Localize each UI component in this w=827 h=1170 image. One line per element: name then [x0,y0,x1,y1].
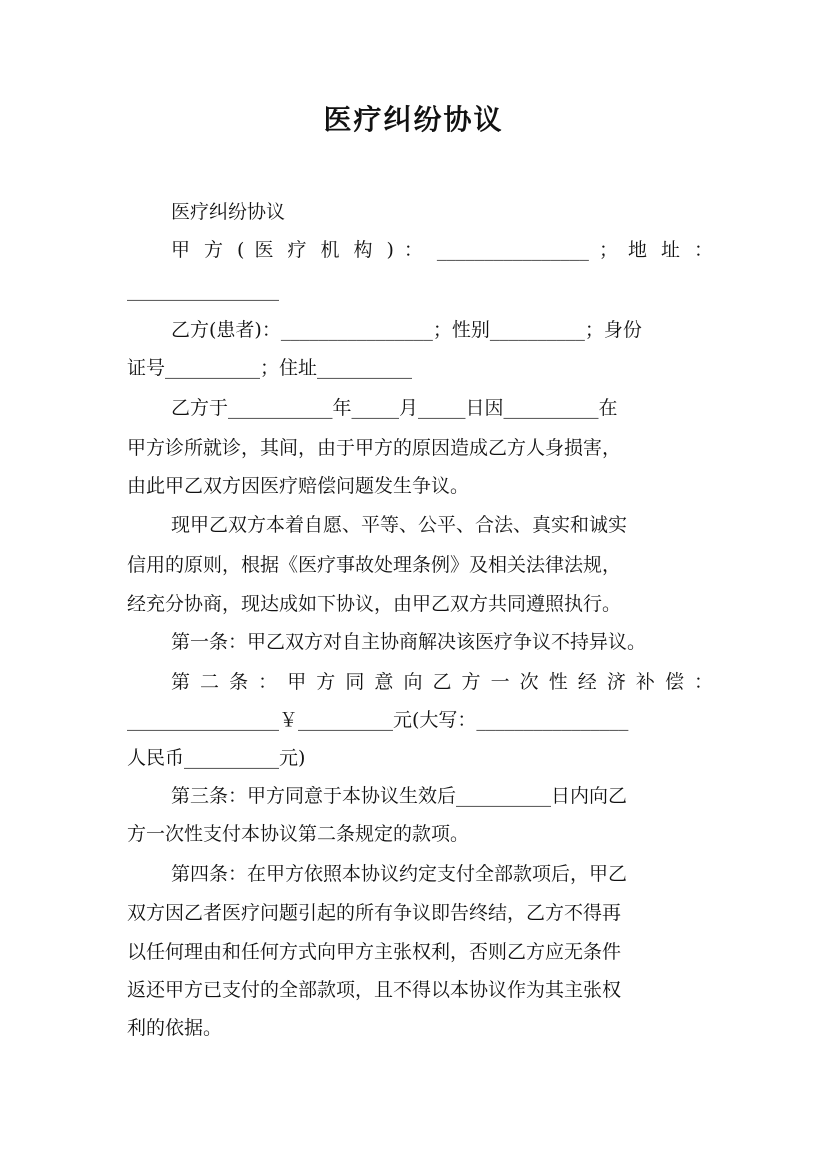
paragraph-line: 双方因乙者医疗问题引起的所有争议即告终结，乙方不得再 [127,902,622,924]
paragraph-line: 现甲乙双方本着自愿、平等、公平、合法、真实和诚实 [171,514,628,536]
article-3-line: 第三条：甲方同意于本协议生效后__________日内向乙 [171,785,628,807]
article-1: 第一条：甲乙双方对自主协商解决该医疗争议不持异议。 [171,631,647,653]
paragraph-line: 方一次性支付本协议第二条规定的款项。 [127,823,470,845]
paragraph-line: 返还甲方已支付的全部款项，且不得以本协议作为其主张权 [127,979,622,1001]
party-b-id-line: 证号__________；住址__________ [127,357,413,379]
paragraph-line: 利的依据。 [127,1017,223,1039]
paragraph-line: 以任何理由和任何方式向甲方主张权利，否则乙方应无条件 [127,941,622,963]
heading-repeat: 医疗纠纷协议 [171,201,286,223]
paragraph-line: 经充分协商，现达成如下协议，由甲乙双方共同遵照执行。 [127,593,622,615]
visit-date-line: 乙方于___________年_____月_____日因__________在 [171,397,618,419]
article-4-line: 第四条：在甲方依照本协议约定支付全部款项后，甲乙 [171,863,628,885]
paragraph-line: 信用的原则，根据《医疗事故处理条例》及相关法律法规， [127,554,622,576]
compensation-line: ________________￥__________元(大写：________________ [127,709,629,731]
party-a-address-line: ________________ [127,279,279,301]
paragraph-line: 甲方诊所就诊，其间，由于甲方的原因造成乙方人身损害， [127,437,622,459]
document-title: 医疗纠纷协议 [323,103,504,136]
rmb-line: 人民币__________元) [127,747,306,769]
party-a-line: 甲 方 ( 医 疗 机 构 ) ： ________________ ； 地 址 ： [171,239,713,261]
article-2-line: 第 二 条 ： 甲 方 同 意 向 乙 方 一 次 性 经 济 补 偿 ： [171,671,713,693]
paragraph-line: 由此甲乙双方因医疗赔偿问题发生争议。 [127,475,470,497]
party-b-line: 乙方(患者)：________________；性别__________；身份 [171,319,642,341]
